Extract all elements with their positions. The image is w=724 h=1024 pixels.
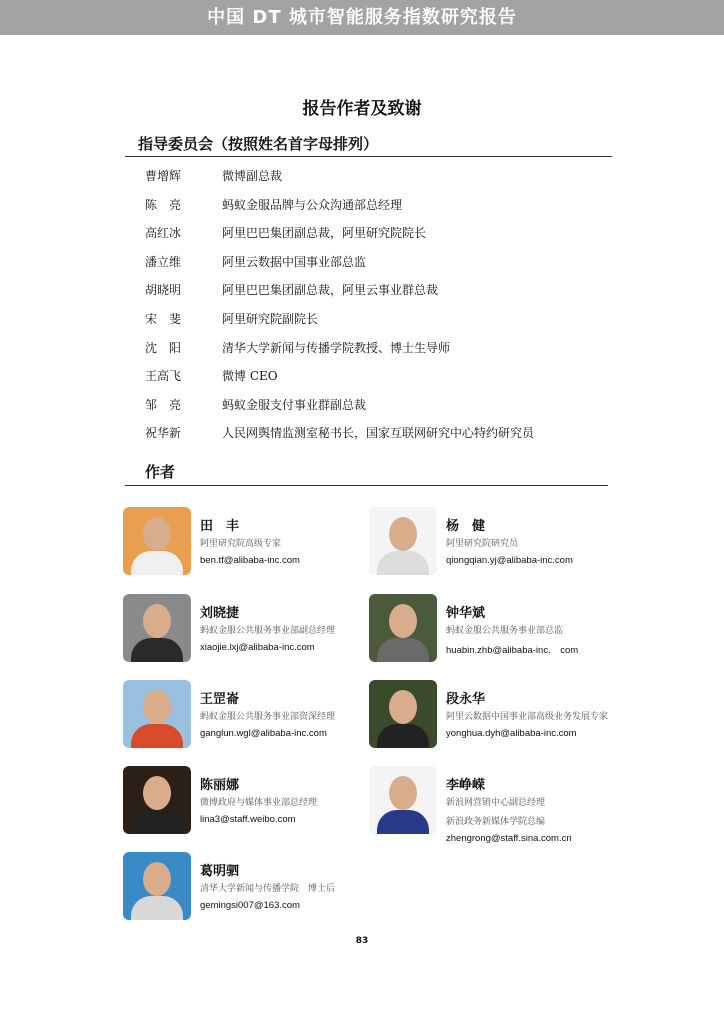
author-card: [369, 680, 609, 750]
author-email[interactable]: lina3@staff.weibo.com: [200, 814, 296, 825]
member-role: 阿里巴巴集团副总裁，阿里研究院院长: [222, 226, 427, 241]
author-title: 蚂蚁金服公共服务事业部副总经理: [200, 626, 336, 636]
author-card: [123, 507, 363, 577]
committee-member: [145, 224, 426, 241]
committee-member: [145, 196, 402, 213]
author-title: 蚂蚁金服公共服务事业部总监: [446, 626, 564, 636]
author-title: 蚂蚁金服公共服务事业部资深经理: [200, 712, 336, 722]
committee-heading: 指导委员会（按照姓名首字母排列）: [138, 135, 379, 153]
member-role: 清华大学新闻与传播学院教授、博士生导师: [222, 340, 451, 355]
author-email[interactable]: xiaojie.lxj@alibaba-inc.com: [200, 642, 315, 653]
author-email[interactable]: ganglun.wgl@alibaba-inc.com: [200, 728, 327, 739]
author-photo: [123, 594, 191, 662]
author-photo: [369, 766, 437, 834]
committee-member: [145, 310, 318, 327]
member-name: 曹增辉: [145, 169, 182, 183]
author-photo: [369, 680, 437, 748]
member-name: 沈 阳: [145, 340, 182, 355]
committee-member: [145, 253, 366, 270]
author-name: 陈丽娜: [200, 778, 240, 793]
member-role: 蚂蚁金服支付事业群副总裁: [222, 397, 367, 412]
author-card: [369, 594, 609, 664]
author-email[interactable]: qiongqian.yj@alibaba-inc.com: [446, 555, 573, 566]
author-card: [369, 507, 609, 577]
divider: [125, 156, 612, 157]
committee-member: [145, 367, 278, 384]
divider: [125, 485, 608, 486]
member-name: 祝华新: [145, 426, 182, 441]
author-photo: [123, 852, 191, 920]
author-photo: [123, 766, 191, 834]
author-email[interactable]: yonghua.dyh@alibaba-inc.com: [446, 728, 577, 739]
author-name: 王罡崙: [200, 692, 240, 707]
author-photo: [123, 507, 191, 575]
member-name: 邹 亮: [145, 397, 182, 412]
author-name: 葛明驷: [200, 864, 240, 879]
committee-member: [145, 281, 438, 298]
author-email[interactable]: zhengrong@staff.sina.com.cn: [446, 833, 572, 844]
author-name: 杨 健: [446, 519, 486, 534]
member-role: 微博 CEO: [222, 369, 278, 384]
member-role: 阿里巴巴集团副总裁，阿里云事业群总裁: [222, 283, 439, 298]
author-card: [123, 766, 363, 836]
author-title: 阿里云数据中国事业部高级业务发展专家: [446, 712, 609, 722]
member-role: 蚂蚁金服品牌与公众沟通部总经理: [222, 197, 403, 212]
author-email[interactable]: huabin.zhb@alibaba-inc. com: [446, 645, 579, 656]
member-name: 潘立维: [145, 254, 182, 269]
author-email[interactable]: ben.tf@alibaba-inc.com: [200, 555, 300, 566]
author-photo: [369, 594, 437, 662]
author-name: 段永华: [446, 692, 486, 707]
committee-member: [145, 396, 366, 413]
author-title: 新浪网营销中心副总经理: [446, 798, 546, 808]
committee-member: [145, 167, 282, 184]
author-card: [123, 680, 363, 750]
member-role: 阿里研究院副院长: [222, 312, 319, 326]
author-name: 刘晓捷: [200, 606, 240, 621]
author-email[interactable]: gemingsi007@163.com: [200, 900, 300, 911]
author-title: 清华大学新闻与传播学院 博士后: [200, 884, 336, 894]
authors-heading: 作者: [145, 463, 176, 481]
running-header: 中国 DT 城市智能服务指数研究报告: [0, 0, 724, 35]
author-title-2: 新浪政务新媒体学院总编: [446, 817, 546, 827]
author-title: 阿里研究院研究员: [446, 539, 519, 549]
author-photo: [369, 507, 437, 575]
author-title: 微博政府与媒体事业部总经理: [200, 798, 318, 808]
author-photo: [123, 680, 191, 748]
author-name: 钟华斌: [446, 606, 486, 621]
member-role: 阿里云数据中国事业部总监: [222, 254, 367, 269]
page-title: 报告作者及致谢: [302, 99, 422, 119]
member-name: 宋 斐: [145, 312, 182, 326]
author-name: 李峥嵘: [446, 778, 486, 793]
committee-member: [145, 424, 534, 441]
member-name: 陈 亮: [145, 197, 182, 212]
member-name: 高红冰: [145, 226, 182, 241]
member-role: 人民网舆情监测室秘书长，国家互联网研究中心特约研究员: [222, 426, 535, 441]
author-name: 田 丰: [200, 519, 240, 534]
author-card: [369, 766, 609, 844]
author-title: 阿里研究院高级专家: [200, 539, 282, 549]
author-card: [123, 852, 363, 922]
committee-member: [145, 339, 450, 356]
member-role: 微博副总裁: [222, 169, 283, 183]
member-name: 王高飞: [145, 369, 182, 384]
member-name: 胡晓明: [145, 283, 182, 298]
page-number: 83: [355, 936, 369, 946]
author-card: [123, 594, 363, 664]
